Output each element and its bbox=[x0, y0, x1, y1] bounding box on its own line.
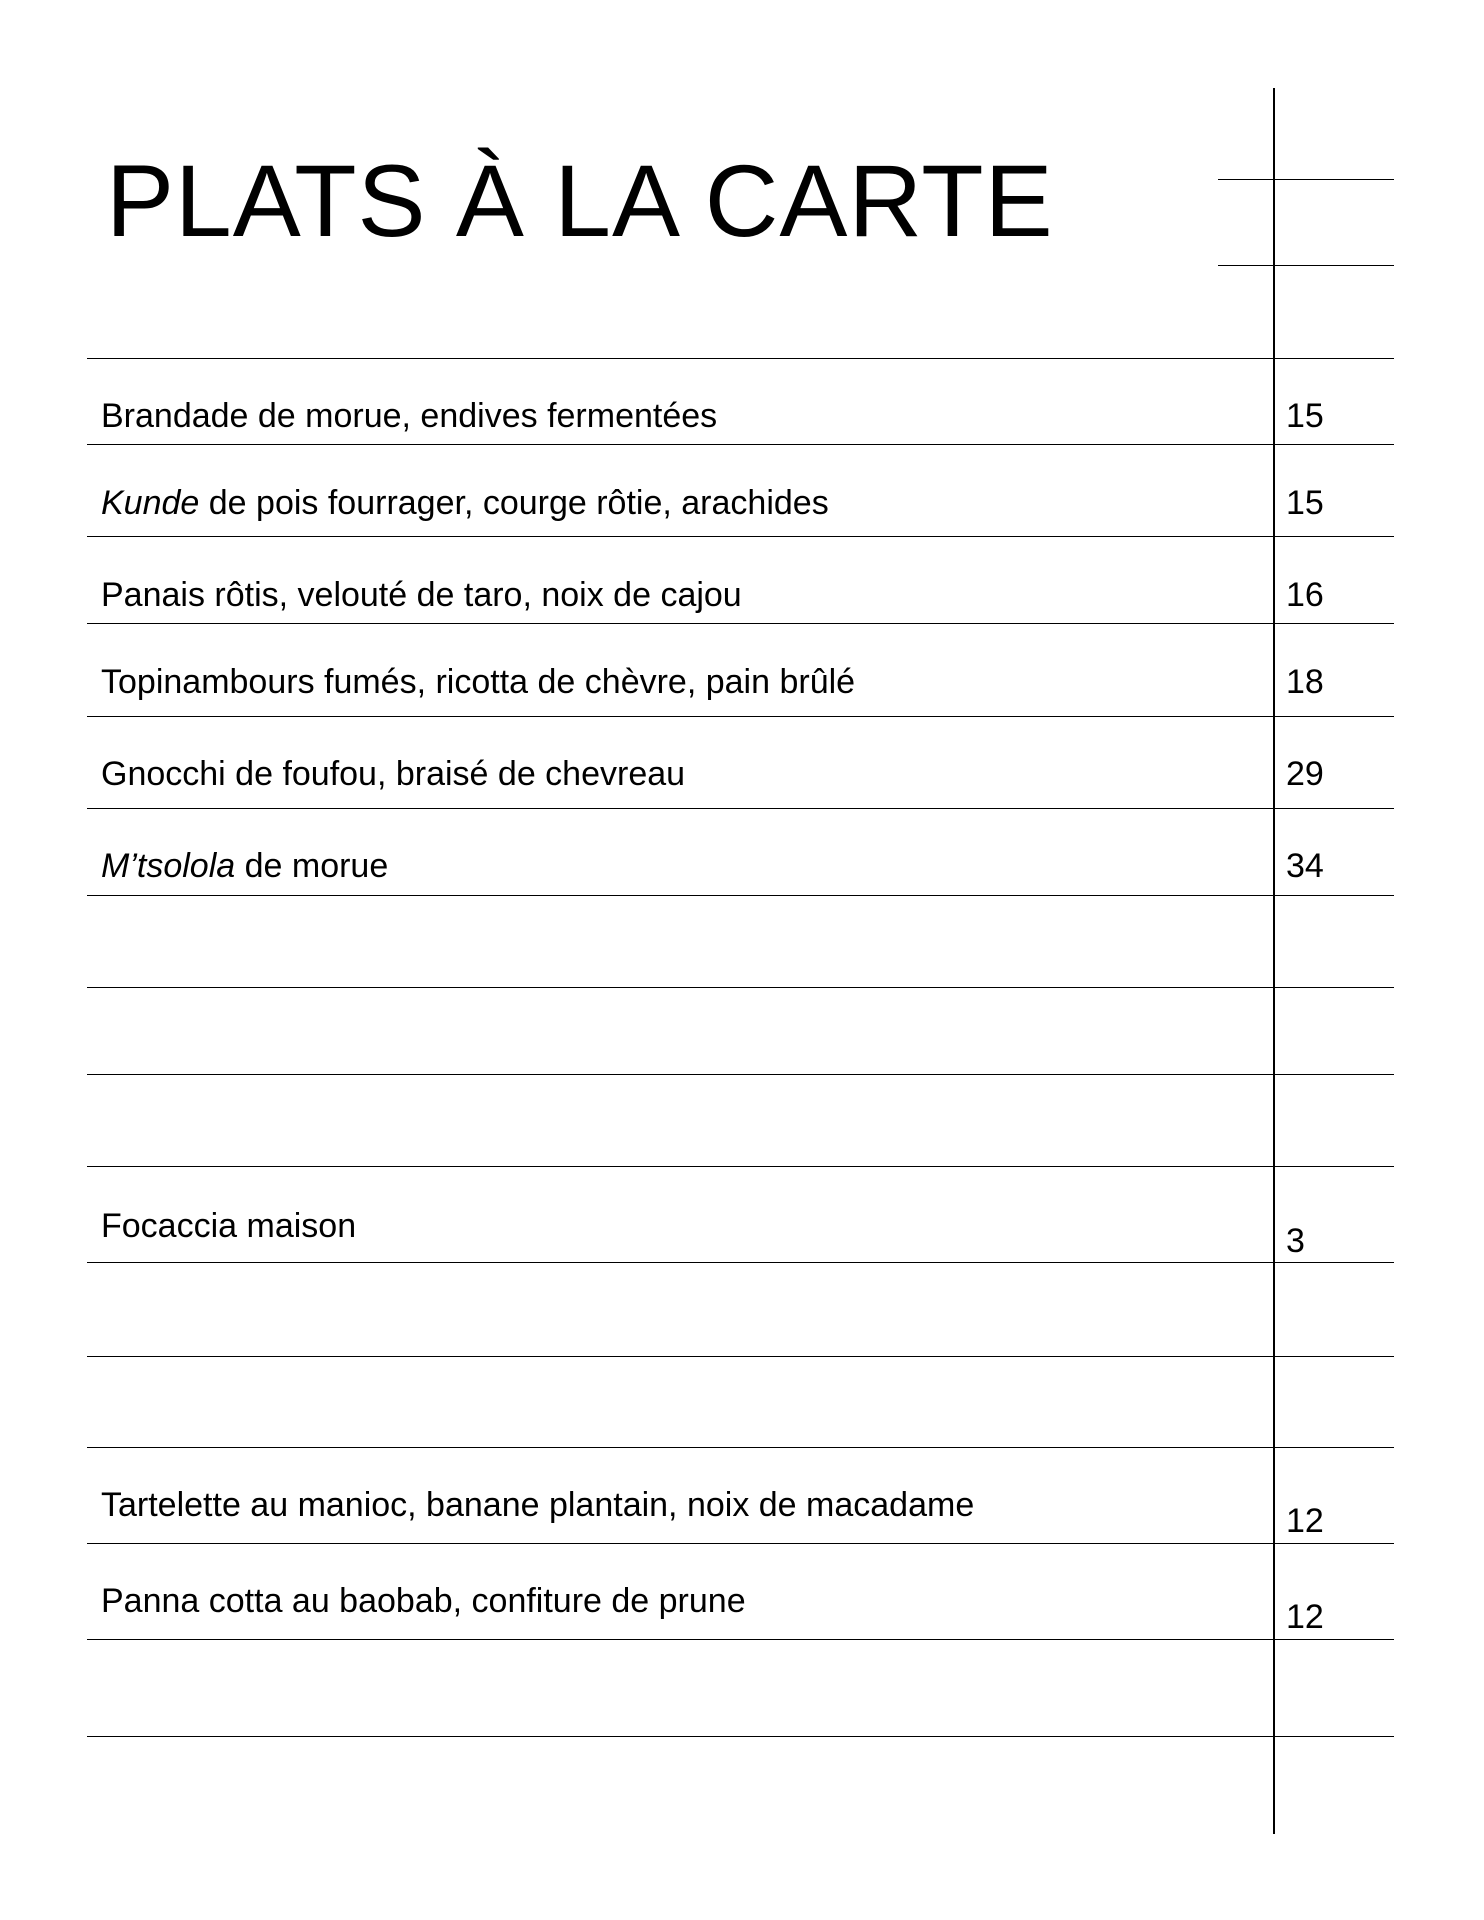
dish-price: 12 bbox=[1286, 1598, 1324, 1636]
row-rule bbox=[87, 1074, 1394, 1075]
dish-price: 34 bbox=[1286, 847, 1324, 885]
row-rule bbox=[87, 358, 1394, 359]
row-rule bbox=[87, 895, 1394, 896]
dish-name-text: Brandade de morue, endives fermentées bbox=[101, 397, 718, 435]
row-rule bbox=[87, 536, 1394, 537]
dish-name bbox=[101, 578, 742, 612]
dish-name-text: Topinambours fumés, ricotta de chèvre, pain brûlé bbox=[101, 663, 856, 701]
dish-name-text: de morue bbox=[235, 847, 389, 885]
row-rule bbox=[87, 623, 1394, 624]
dish-name bbox=[101, 399, 717, 433]
dish-name-italic: M’tsolola bbox=[101, 847, 236, 885]
dish-name-text: Gnocchi de foufou, braisé de chevreau bbox=[101, 755, 686, 793]
dish-price: 15 bbox=[1286, 397, 1324, 435]
dish-price: 16 bbox=[1286, 576, 1324, 614]
dish-name bbox=[101, 757, 685, 791]
dish-name-text: Panais rôtis, velouté de taro, noix de cajou bbox=[101, 576, 742, 614]
dish-price: 12 bbox=[1286, 1502, 1324, 1540]
row-rule bbox=[87, 444, 1394, 445]
dish-name-italic: Kunde bbox=[101, 484, 200, 522]
row-rule bbox=[87, 1639, 1394, 1640]
dish-name bbox=[101, 1488, 974, 1522]
row-rule bbox=[87, 808, 1394, 809]
header-rule bbox=[1218, 179, 1394, 180]
page-title: PLATS À LA CARTE bbox=[106, 144, 1054, 258]
dish-name-text: Panna cotta au baobab, confiture de prune bbox=[101, 1582, 746, 1620]
dish-name-text: Focaccia maison bbox=[101, 1207, 357, 1245]
dish-price: 29 bbox=[1286, 755, 1324, 793]
dish-name bbox=[101, 486, 829, 520]
row-rule bbox=[87, 716, 1394, 717]
dish-name bbox=[101, 849, 388, 883]
row-rule bbox=[87, 1262, 1394, 1263]
dish-name bbox=[101, 1584, 746, 1618]
dish-price: 3 bbox=[1286, 1222, 1305, 1260]
row-rule bbox=[87, 1356, 1394, 1357]
dish-name-text: Tartelette au manioc, banane plantain, noix de macadame bbox=[101, 1486, 975, 1524]
row-rule bbox=[87, 1543, 1394, 1544]
row-rule bbox=[87, 1447, 1394, 1448]
row-rule bbox=[87, 987, 1394, 988]
price-column-divider bbox=[1273, 88, 1275, 1834]
dish-name bbox=[101, 1209, 356, 1243]
header-rule bbox=[1218, 265, 1394, 266]
dish-name-text: de pois fourrager, courge rôtie, arachides bbox=[199, 484, 829, 522]
row-rule bbox=[87, 1736, 1394, 1737]
dish-name bbox=[101, 665, 855, 699]
dish-price: 18 bbox=[1286, 663, 1324, 701]
row-rule bbox=[87, 1166, 1394, 1167]
dish-price: 15 bbox=[1286, 484, 1324, 522]
